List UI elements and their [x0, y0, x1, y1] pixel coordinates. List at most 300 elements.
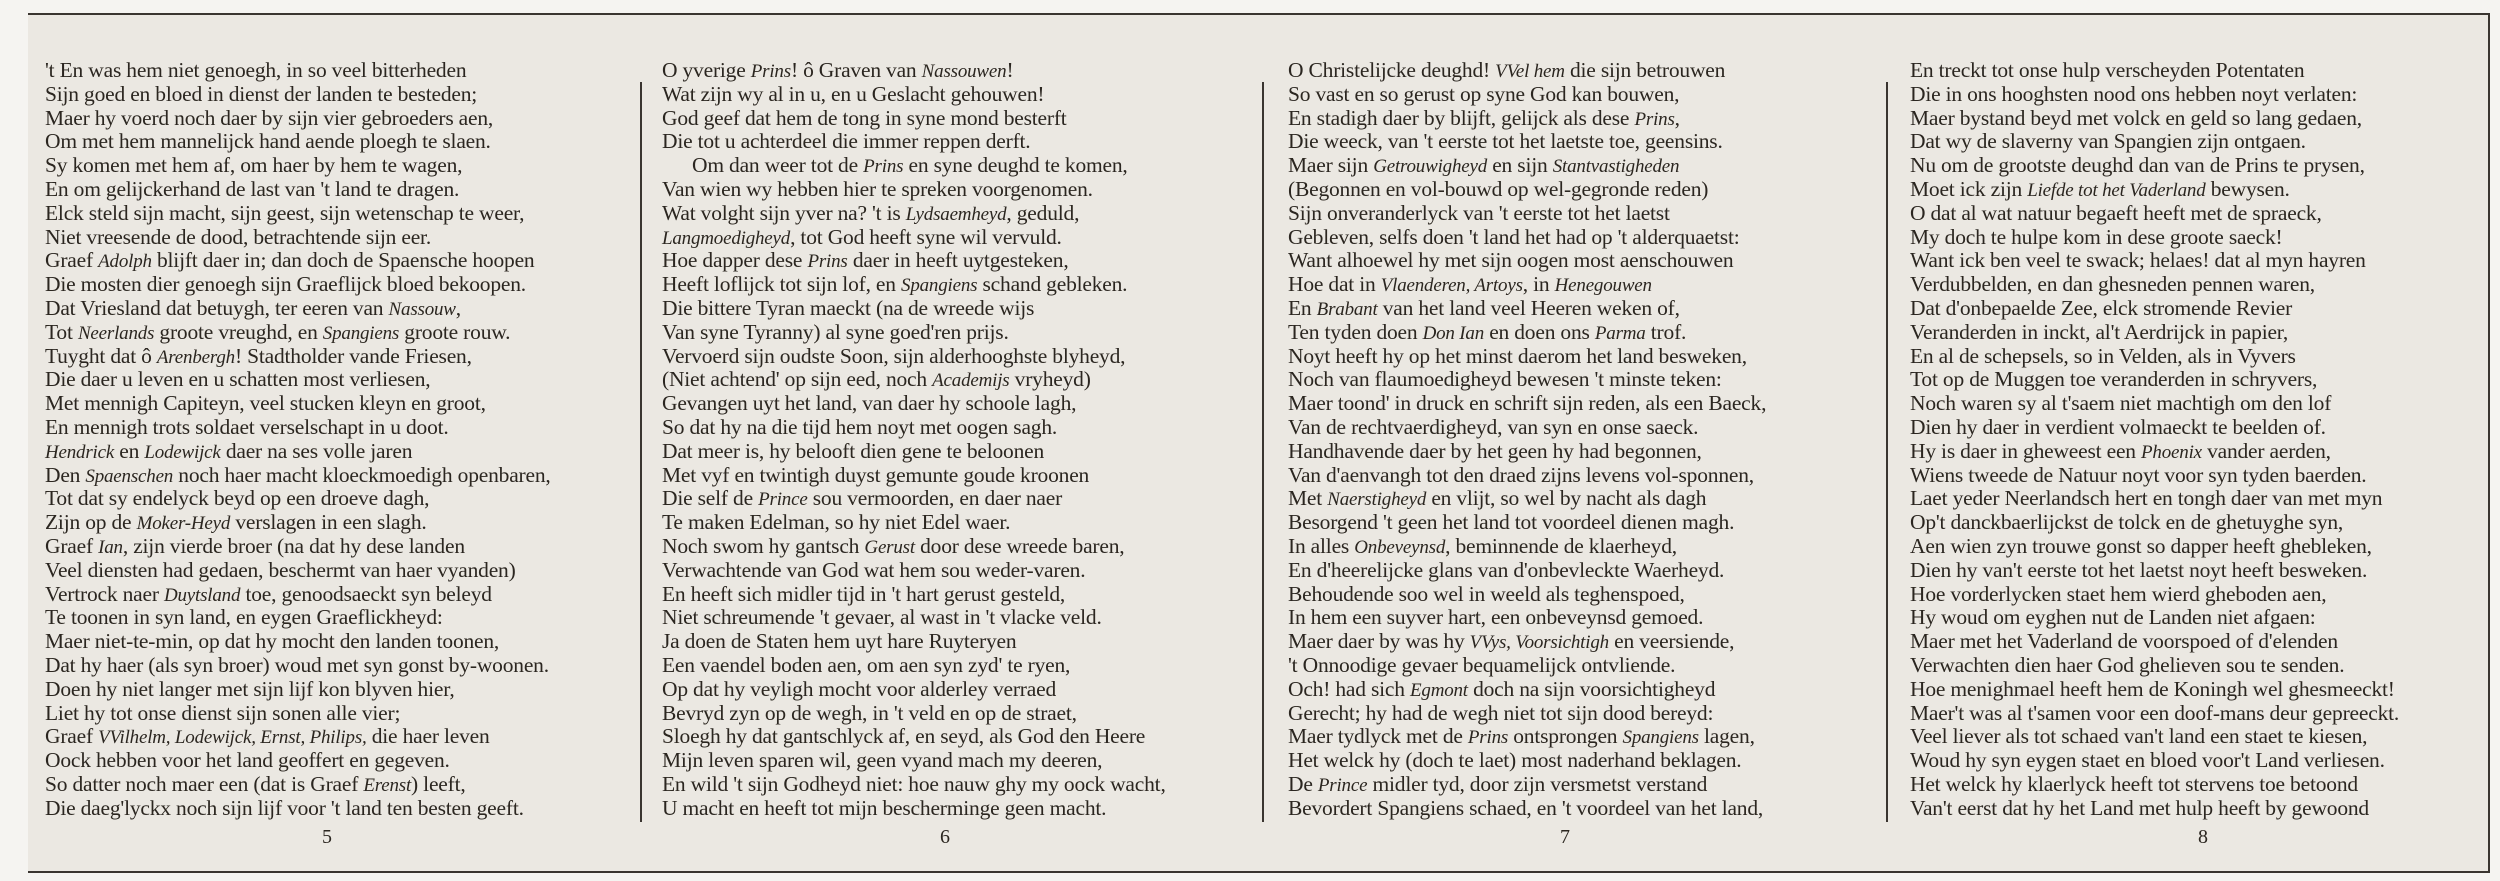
- poem-line: [662, 534, 1124, 560]
- italic-name: Spangiens: [322, 322, 400, 344]
- page-number: 6: [940, 826, 950, 848]
- column-divider: [1262, 82, 1264, 822]
- italic-name: Spangiens: [901, 275, 978, 297]
- poem-line: [45, 201, 524, 225]
- line-text: En stadigh daer by blijft, gelijck als dese: [1288, 105, 1635, 130]
- poem-line: [1288, 177, 1708, 201]
- poem-line: [45, 534, 465, 560]
- poem-line: [1288, 201, 1670, 225]
- line-text: Maer tydlyck met de: [1288, 724, 1468, 749]
- italic-name: VVilhelm, Lodewijck, Ernst, Philips,: [98, 727, 367, 749]
- italic-name: Spaenschen: [85, 465, 174, 487]
- poem-line: [662, 82, 1044, 106]
- italic-name: Ian: [98, 537, 123, 558]
- line-text: Dat Vriesland dat betuygh, ter eeren van: [45, 296, 389, 320]
- line-text: 't Onnoodige gevaer bequamelijck ontvliende.: [1288, 653, 1676, 677]
- poem-line: [1288, 724, 1755, 750]
- line-text: en veersiende,: [1608, 629, 1735, 654]
- line-text: blijft daer in; dan doch de Spaensche hoopen: [151, 248, 535, 273]
- line-text: Met mennigh Capiteyn, veel stucken kleyn en groot,: [45, 391, 486, 416]
- italic-name: Prins: [1634, 108, 1675, 130]
- poem-line: [1288, 629, 1734, 655]
- line-text: ! Stadtholder vande Friesen,: [234, 343, 472, 368]
- poem-line: [1288, 439, 1702, 463]
- line-text: Van d'aenvangh tot den draed zijns levens vol-sponnen,: [1288, 462, 1754, 487]
- line-text: Ja doen de Staten hem uyt hare Ruyteryen: [662, 629, 1017, 654]
- italic-name: Prince: [758, 489, 808, 511]
- line-text: Gevangen uyt het land, van daer hy schoole lagh,: [662, 391, 1077, 416]
- poem-line: [662, 796, 1106, 820]
- line-text: Bevryd zyn op de wegh, in 't veld en op de straet,: [662, 700, 1077, 725]
- poem-line: [45, 486, 429, 510]
- italic-name: Arenbergh: [156, 346, 235, 368]
- poem-line: [662, 177, 1093, 201]
- poem-line: [662, 486, 1062, 512]
- poem-line: [45, 296, 461, 322]
- line-text: Doen hy niet langer met sijn lijf kon blyven hier,: [45, 676, 455, 701]
- line-text: En d'heerelijcke glans van d'onbevleckte Waerheyd.: [1288, 557, 1725, 582]
- line-text: Liet hy tot onse dienst sijn sonen alle vier;: [45, 700, 401, 725]
- poem-line: [45, 225, 431, 249]
- line-text: Nu om de grootste deughd dan van de Prins te prysen,: [1910, 153, 2365, 178]
- line-text: Veranderden in inckt, al't Aerdrijck in papier,: [1910, 319, 2289, 344]
- italic-name: Erenst: [363, 775, 412, 796]
- italic-name: Lodewijck: [144, 441, 221, 463]
- line-text: My doch te hulpe kom in dese groote saeck!: [1910, 224, 2283, 249]
- poem-line: [1910, 248, 2366, 272]
- line-text: Niet schreumende 't gevaer, al wast in 't vlacke veld.: [662, 605, 1102, 630]
- line-text: Te maken Edelman, so hy niet Edel waer.: [662, 510, 1011, 535]
- line-text: Het welck hy klaerlyck heeft tot stervens toe betoond: [1910, 772, 2358, 796]
- poem-line: [662, 677, 1056, 701]
- italic-name: VVys, Voorsichtigh: [1469, 632, 1609, 654]
- poem-line: [1910, 225, 2283, 249]
- line-text: So vast en so gerust op syne God kan bouwen,: [1288, 81, 1680, 106]
- poem-line: [662, 106, 1067, 130]
- poem-line: [45, 605, 443, 629]
- line-text: Vervoerd sijn oudste Soon, sijn alderhooghste blyheyd,: [662, 343, 1126, 368]
- poem-line: [45, 248, 534, 274]
- poem-line: [45, 582, 492, 608]
- italic-name: Nassouwen: [921, 61, 1007, 82]
- line-text: Op dat hy veyligh mocht voor alderley verraed: [662, 676, 1056, 701]
- poem-line: [1288, 558, 1724, 582]
- poem-line: [1288, 367, 1722, 391]
- line-text: , in: [1522, 272, 1555, 297]
- poem-line: [45, 344, 472, 370]
- line-text: , geduld,: [1006, 200, 1080, 225]
- line-text: en sijn: [1487, 153, 1553, 178]
- italic-name: Lydsaemheyd: [905, 203, 1007, 225]
- line-text: Dien hy van't eerste tot het laetst noyt heeft besweken.: [1910, 557, 2368, 582]
- line-text: Die mosten dier genoegh sijn Graeflijck bloed bekoopen.: [45, 272, 526, 297]
- line-text: Van't eerst dat hy het Land met hulp heeft by gewoond: [1910, 795, 2369, 820]
- poem-line: [662, 201, 1079, 227]
- line-text: , beminnende de klaerheyd,: [1445, 534, 1677, 558]
- line-text: Dat d'onbepaelde Zee, elck stromende Revier: [1910, 296, 2293, 320]
- italic-name: Prins: [807, 251, 848, 273]
- italic-name: Prince: [1317, 775, 1368, 796]
- line-text: Moet ick zijn: [1910, 177, 2028, 201]
- line-text: Maer bystand beyd met volck en geld so lang gedaen,: [1910, 105, 2362, 130]
- line-text: Om dan weer tot de: [692, 153, 864, 178]
- line-text: Verwachtende van God wat hem sou weder-varen.: [662, 557, 1086, 582]
- poem-line: [1910, 58, 2304, 82]
- line-text: Maer toond' in druck en schrift sijn reden, als een Baeck,: [1288, 391, 1767, 416]
- poem-line: [45, 272, 526, 296]
- line-text: Dat meer is, hy belooft dien gene te beloonen: [662, 438, 1045, 463]
- poem-line: [662, 653, 1070, 677]
- line-text: So datter noch maer een (dat is Graef: [45, 772, 364, 796]
- poem-line: [1288, 320, 1686, 346]
- line-text: Hoe dat in: [1288, 272, 1381, 297]
- line-text: Het welck hy (doch te laet) most naderhand beklagen.: [1288, 748, 1742, 773]
- line-text: Behoudende soo wel in weeld als teghenspoed,: [1288, 581, 1685, 606]
- italic-name: Prins: [750, 61, 791, 82]
- line-text: (Begonnen en vol-bouwd op wel-gegronde reden): [1288, 177, 1709, 201]
- poem-line: [1288, 296, 1680, 322]
- line-text: Dat hy haer (als syn broer) woud met syn gonst by-woonen.: [45, 653, 549, 677]
- line-text: en vlijt, so wel by nacht als dagh: [1426, 486, 1707, 511]
- line-text: Och! had sich: [1288, 676, 1410, 701]
- line-text: Handhavende daer by het geen hy had begonnen,: [1288, 438, 1702, 463]
- poem-line: [662, 296, 1034, 320]
- line-text: Tot: [45, 319, 78, 344]
- line-text: En wild 't sijn Godheyd niet: hoe nauw ghy my oock wacht,: [662, 772, 1166, 796]
- poem-line: [1288, 272, 1652, 298]
- poem-line: [662, 415, 1057, 439]
- poem-line: [1910, 629, 2338, 653]
- italic-name: Phoenix: [2141, 441, 2202, 463]
- line-text: die haer leven: [366, 724, 490, 749]
- poem-line: [662, 391, 1076, 415]
- line-text: Van syne Tyranny) al syne goed'ren prijs.: [662, 319, 1009, 344]
- poem-line: [662, 629, 1016, 653]
- poem-line: [662, 248, 1069, 274]
- italic-name: Vlaenderen, Artoys: [1380, 275, 1523, 297]
- line-text: Maer daer by was hy: [1288, 629, 1470, 654]
- italic-name: Hendrick: [45, 441, 115, 463]
- line-text: Gerecht; hy had de wegh niet tot sijn dood bereyd:: [1288, 700, 1714, 725]
- line-text: Den: [45, 462, 86, 487]
- line-text: Oock hebben voor het land geoffert en gegeven.: [45, 748, 450, 773]
- poem-line: [662, 582, 1065, 606]
- poem-line: [662, 272, 1127, 298]
- poem-line: [662, 129, 1030, 153]
- poem-line: [1910, 367, 2317, 391]
- italic-name: Onbeveynsd: [1354, 537, 1446, 558]
- poem-line: [1288, 153, 1679, 179]
- italic-name: Nassouw: [388, 299, 456, 320]
- line-text: Wat volght sijn yver na? 't is: [662, 200, 906, 225]
- line-text: Tot op de Muggen toe veranderden in schryvers,: [1910, 367, 2318, 392]
- poem-line: [45, 129, 491, 153]
- line-text: Tot dat sy endelyck beyd op een droeve dagh,: [45, 486, 430, 511]
- line-text: Sloegh hy dat gantschlyck af, en seyd, als God den Heere: [662, 724, 1146, 749]
- poem-line: [45, 367, 430, 391]
- poem-line: [662, 724, 1145, 748]
- italic-name: Moker-Heyd: [136, 513, 231, 535]
- poem-line: [1910, 82, 2357, 106]
- line-text: Sijn onveranderlyck van 't eerste tot het laetst: [1288, 200, 1670, 225]
- poem-line: [1910, 177, 2290, 203]
- line-text: ) leeft,: [411, 772, 466, 796]
- poem-line: [1910, 344, 2296, 368]
- poem-line: [662, 605, 1102, 629]
- poem-line: [1910, 296, 2292, 320]
- line-text: Dat wy de slaverny van Spangien zijn ontgaen.: [1910, 129, 2306, 154]
- poem-line: [1288, 772, 1707, 798]
- italic-name: Neerlands: [77, 322, 155, 344]
- line-text: O yverige: [662, 58, 751, 82]
- poem-line: [1288, 605, 1703, 629]
- poem-line: [662, 344, 1125, 368]
- line-text: , zijn vierde broer (na dat hy dese landen: [122, 534, 465, 558]
- line-text: ,: [455, 296, 461, 320]
- line-text: Vertrock naer: [45, 581, 164, 606]
- italic-name: Getrouwigheyd: [1373, 156, 1488, 178]
- poem-line: [1288, 582, 1685, 606]
- poem-line: [662, 439, 1044, 463]
- line-text: !: [1006, 58, 1014, 82]
- line-text: Maer niet-te-min, op dat hy mocht den landen toonen,: [45, 629, 500, 654]
- line-text: Woud hy syn eygen staet en bloed voor't Land verliesen.: [1910, 748, 2385, 773]
- line-text: Sijn goed en bloed in dienst der landen te besteden;: [45, 81, 478, 106]
- poem-line: [45, 772, 466, 798]
- poem-line: [1288, 225, 1740, 249]
- line-text: En treckt tot onse hulp verscheyden Potentaten: [1910, 58, 2305, 82]
- italic-name: VVel hem: [1495, 61, 1565, 82]
- line-text: door dese wreede baren,: [914, 534, 1125, 558]
- poem-line: [1910, 272, 2315, 296]
- poem-line: [45, 558, 516, 582]
- poem-line: [1288, 391, 1766, 415]
- poem-line: [1910, 677, 2395, 701]
- poem-line: [45, 391, 486, 415]
- line-text: en doen ons: [1484, 319, 1595, 344]
- poem-line: [45, 748, 450, 772]
- poem-line: [45, 82, 477, 106]
- poem-line: [1910, 701, 2399, 725]
- poem-line: [1910, 534, 2372, 558]
- line-text: Van wien wy hebben hier te spreken voorgenomen.: [662, 177, 1093, 201]
- line-text: Die in ons hooghsten nood ons hebben noyt verlaten:: [1910, 81, 2358, 106]
- line-text: Graef: [45, 534, 99, 558]
- line-text: Hy woud om eyghen nut de Landen niet afgaen:: [1910, 605, 2316, 630]
- italic-name: Academijs: [932, 370, 1010, 392]
- line-text: en: [114, 438, 145, 463]
- poem-line: [1288, 701, 1713, 725]
- poem-line: [662, 320, 1009, 344]
- line-text: Een vaendel boden aen, om aen syn zyd' te ryen,: [662, 653, 1071, 677]
- line-text: Hoe dapper dese: [662, 248, 808, 273]
- poem-line: [1288, 796, 1763, 820]
- line-text: Die tot u achterdeel die immer reppen derft.: [662, 129, 1031, 154]
- italic-name: Stantvastigheden: [1552, 156, 1680, 178]
- italic-name: Henegouwen: [1554, 275, 1652, 297]
- poem-line: [45, 724, 490, 750]
- line-text: vryheyd): [1009, 367, 1091, 392]
- line-text: die sijn betrouwen: [1564, 58, 1726, 82]
- poem-line: [1910, 415, 2326, 439]
- line-text: Hoe vorderlycken staet hem wierd gheboden aen,: [1910, 581, 2327, 606]
- poem-line: [1288, 248, 1733, 272]
- line-text: Op't danckbaerlijckst de tolck en de ghetuyghe syn,: [1910, 510, 2344, 535]
- line-text: Noch waren sy al t'saem niet machtigh om den lof: [1910, 391, 2332, 416]
- poem-line: [1910, 510, 2343, 534]
- line-text: Tuyght dat ô: [45, 343, 157, 368]
- poem-line: [662, 58, 1013, 84]
- line-text: Ten tyden doen: [1288, 319, 1423, 344]
- italic-name: Prins: [1467, 727, 1509, 749]
- italic-name: Brabant: [1316, 299, 1378, 320]
- poem-line: [45, 106, 493, 130]
- line-text: Gebleven, selfs doen 't land het had op 't alderquaetst:: [1288, 224, 1740, 249]
- line-text: , tot God heeft syne wil vervuld.: [790, 224, 1062, 249]
- poem-line: [1288, 58, 1725, 84]
- poem-line: [662, 558, 1085, 582]
- poem-line: [1910, 153, 2365, 177]
- line-text: Graef: [45, 724, 99, 749]
- italic-name: Adolph: [98, 251, 152, 273]
- line-text: Noch van flaumoedigheyd bewesen 't minste teken:: [1288, 367, 1722, 392]
- line-text: van het land veel Heeren weken of,: [1377, 296, 1680, 320]
- line-text: toe, genoodsaeckt syn beleyd: [240, 581, 492, 606]
- line-text: Maer hy voerd noch daer by sijn vier gebroeders aen,: [45, 105, 494, 130]
- poem-line: [1288, 534, 1677, 560]
- line-text: Veel diensten had gedaen, beschermt van haer vyanden): [45, 557, 516, 582]
- poem-line: [1910, 463, 2366, 487]
- line-text: Wiens tweede de Natuur noyt voor syn tyden baerden.: [1910, 462, 2367, 487]
- line-text: En: [1288, 296, 1317, 320]
- poem-line: [45, 796, 524, 820]
- line-text: ontsprongen: [1508, 724, 1623, 749]
- line-text: Hy is daer in gheweest een: [1910, 438, 2142, 463]
- line-text: Verdubbelden, en dan ghesneden pennen waren,: [1910, 272, 2315, 297]
- line-text: Om met hem mannelijck hand aende ploegh te slaen.: [45, 129, 491, 154]
- line-text: Die self de: [662, 486, 759, 511]
- poem-line: [1910, 653, 2344, 677]
- line-text: Maer sijn: [1288, 153, 1374, 178]
- line-text: Maer met het Vaderland de voorspoed of d'elenden: [1910, 629, 2338, 654]
- line-text: groote rouw.: [399, 319, 511, 344]
- italic-name: Langmoedigheyd: [662, 227, 791, 249]
- line-text: De: [1288, 772, 1318, 796]
- italic-name: Naerstigheyd: [1327, 489, 1427, 511]
- poem-line: [1910, 106, 2362, 130]
- poem-line: [45, 153, 462, 177]
- poem-line: [1288, 653, 1675, 677]
- line-text: Graef: [45, 248, 99, 273]
- italic-name: Parma: [1594, 322, 1646, 344]
- line-text: noch haer macht kloeckmoedigh openbaren,: [173, 462, 551, 487]
- italic-name: Gerust: [864, 537, 915, 558]
- poem-line: [45, 629, 499, 653]
- line-text: Zijn op de: [45, 510, 137, 535]
- poem-line: [1910, 772, 2358, 796]
- line-text: U macht en heeft tot mijn bescherminge geen macht.: [662, 795, 1107, 820]
- line-text: En om gelijckerhand de last van 't land te dragen.: [45, 177, 460, 201]
- line-text: Wat zijn wy al in u, en u Geslacht gehouwen!: [662, 81, 1045, 106]
- line-text: lagen,: [1698, 724, 1755, 749]
- page-number: 8: [2198, 826, 2208, 848]
- line-text: Van de rechtvaerdigheyd, van syn en onse saeck.: [1288, 415, 1699, 439]
- line-text: vander aerden,: [2201, 438, 2331, 463]
- poem-line: [45, 677, 455, 701]
- line-text: groote vreughd, en: [154, 319, 323, 344]
- poem-line: [1910, 748, 2385, 772]
- poem-line: [662, 367, 1091, 393]
- line-text: O dat al wat natuur begaeft heeft met de spraeck,: [1910, 200, 2322, 225]
- italic-name: Liefde tot het Vaderland: [2027, 180, 2206, 201]
- italic-name: Duytsland: [163, 584, 241, 606]
- line-text: Niet vreesende de dood, betrachtende sijn eer.: [45, 224, 431, 249]
- line-text: daer na ses volle jaren: [220, 438, 413, 463]
- line-text: midler tyd, door zijn versmetst verstand: [1367, 772, 1708, 796]
- line-text: trof.: [1645, 319, 1687, 344]
- line-text: Heeft loflijck tot sijn lof, en: [662, 272, 902, 297]
- line-text: Bevordert Spangiens schaed, en 't voordeel van het land,: [1288, 795, 1764, 820]
- column-divider: [1886, 82, 1888, 822]
- line-text: God geef dat hem de tong in syne mond besterft: [662, 105, 1067, 130]
- poem-line: [45, 58, 466, 82]
- poem-line: [1288, 129, 1723, 153]
- poem-line: [45, 177, 459, 201]
- poem-line: [1288, 748, 1741, 772]
- line-text: (Niet achtend' op sijn eed, noch: [662, 367, 933, 392]
- poem-line: [45, 320, 510, 346]
- line-text: Elck steld sijn macht, sijn geest, sijn wetenschap te weer,: [45, 200, 525, 225]
- poem-line: [1910, 582, 2326, 606]
- line-text: Die daeg'lyckx noch sijn lijf voor 't land ten besten geeft.: [45, 795, 524, 820]
- line-text: Die daer u leven en u schatten most verliesen,: [45, 367, 431, 392]
- poem-line: [1288, 344, 1747, 368]
- poem-line: [1288, 415, 1698, 439]
- poem-line: [662, 463, 1089, 487]
- line-text: Aen wien zyn trouwe gonst so dapper heeft ghebleken,: [1910, 534, 2372, 558]
- poem-line: [1288, 82, 1679, 106]
- line-text: Want alhoewel hy met sijn oogen most aenschouwen: [1288, 248, 1734, 273]
- line-text: Laet yeder Neerlandsch hert en tongh daer van met myn: [1910, 486, 2383, 511]
- poem-line: [662, 225, 1062, 251]
- poem-line: [1288, 510, 1734, 534]
- poem-line: [1288, 106, 1680, 132]
- line-text: Mijn leven sparen wil, geen vyand mach my deeren,: [662, 748, 1103, 773]
- poem-line: [45, 701, 400, 725]
- poem-line: [1910, 391, 2331, 415]
- line-text: sou vermoorden, en daer naer: [807, 486, 1063, 511]
- line-text: In alles: [1288, 534, 1355, 558]
- line-text: Die bittere Tyran maeckt (na de wreede wijs: [662, 296, 1035, 320]
- line-text: Met: [1288, 486, 1328, 511]
- poem-line: [1910, 724, 2367, 748]
- line-text: Besorgend 't geen het land tot voordeel dienen magh.: [1288, 510, 1735, 535]
- line-text: daer in heeft uytgesteken,: [847, 248, 1069, 273]
- line-text: In hem een suyver hart, een onbeveynsd gemoed.: [1288, 605, 1704, 630]
- line-text: En mennigh trots soldaet verselschapt in u doot.: [45, 415, 449, 439]
- poem-line: [1910, 129, 2306, 153]
- line-text: En al de schepsels, so in Velden, als in Vyvers: [1910, 343, 2296, 368]
- poem-line: [1910, 486, 2382, 510]
- line-text: schand gebleken.: [977, 272, 1128, 297]
- line-text: Dien hy daer in verdient volmaeckt te beelden of.: [1910, 415, 2326, 439]
- poem-line: [1910, 201, 2322, 225]
- line-text: Die weeck, van 't eerste tot het laetste toe, geensins.: [1288, 129, 1723, 154]
- poem-line: [662, 748, 1102, 772]
- line-text: doch na sijn voorsichtigheyd: [1467, 676, 1716, 701]
- poem-line: [1288, 677, 1715, 703]
- poem-line: [1910, 439, 2331, 465]
